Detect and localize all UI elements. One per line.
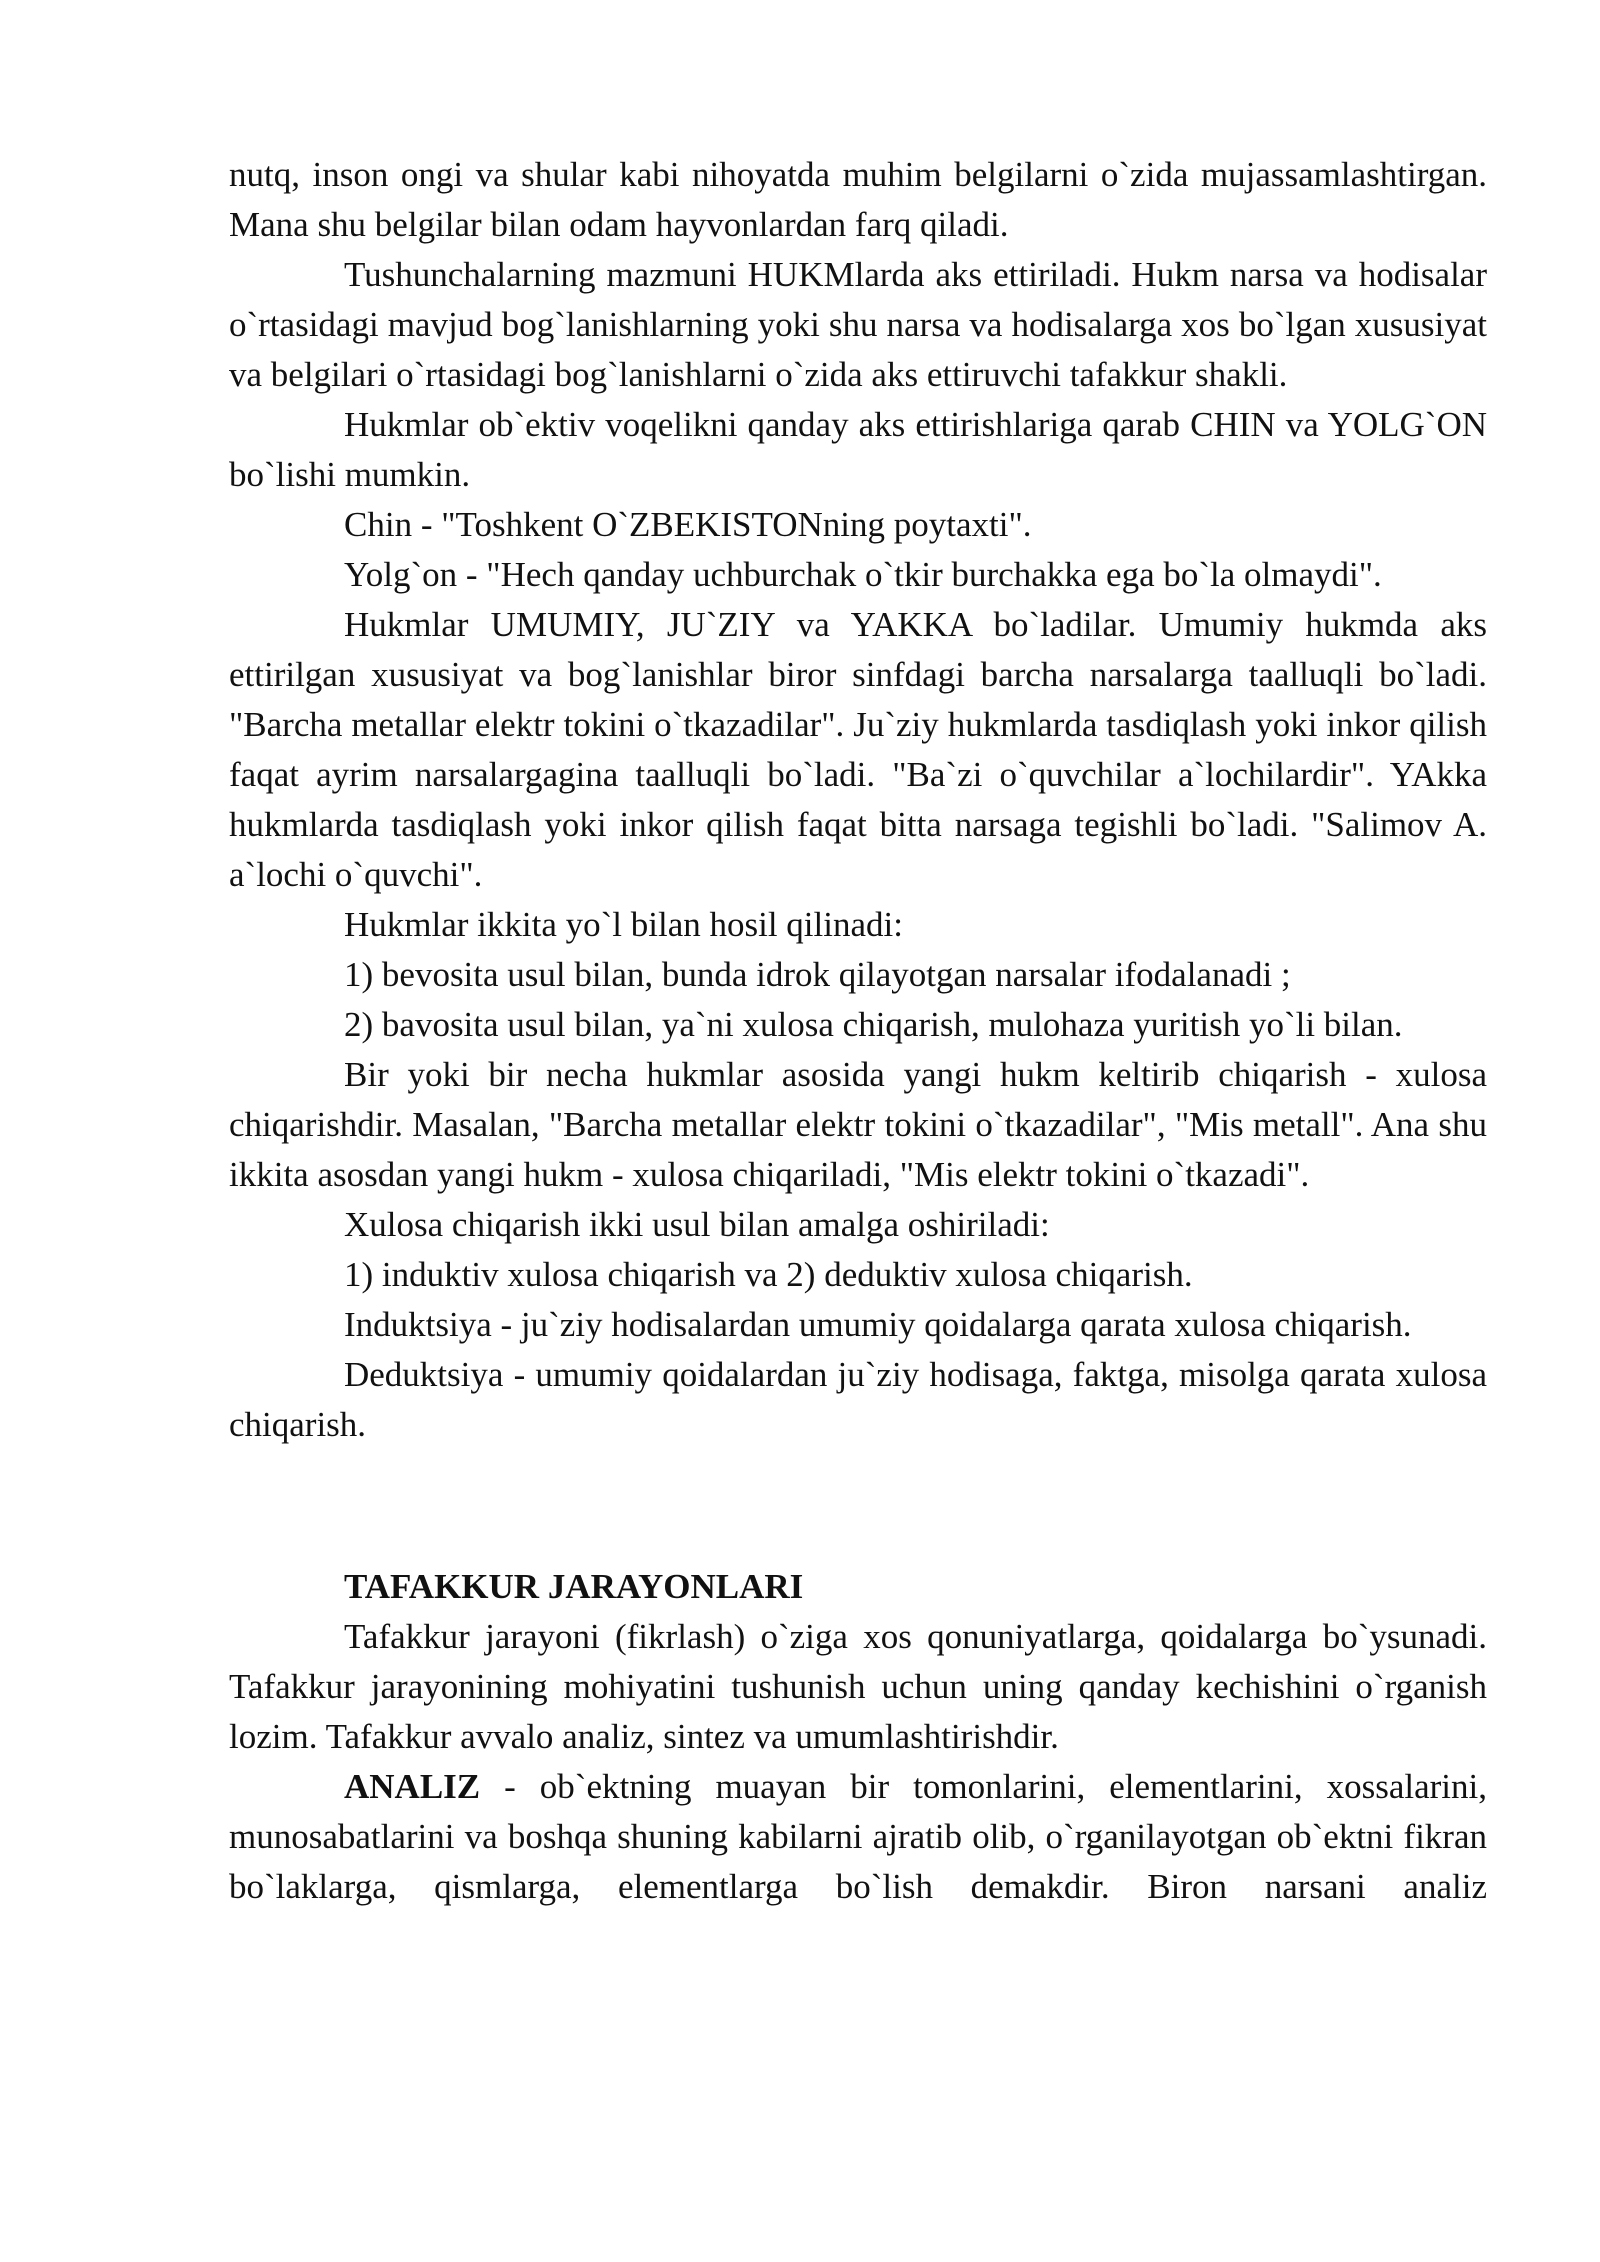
paragraph: nutq, inson ongi va shular kabi nihoyatda muhim belgilarni o`zida mujassamlashtirgan. Mana shu belgilar bilan odam hayvonlardan farq qiladi.: [229, 155, 1487, 244]
paragraph: 2) bavosita usul bilan, ya`ni xulosa chiqarish, mulohaza yuritish yo`li bilan.: [344, 1005, 1403, 1044]
section-heading: TAFAKKUR JARAYONLARI: [344, 1567, 804, 1606]
body-text-block: [229, 150, 1487, 1450]
paragraph: 1) bevosita usul bilan, bunda idrok qilayotgan narsalar ifodalanadi ;: [344, 955, 1291, 994]
section-paragraph: Tafakkur jarayoni (fikrlash) o`ziga xos qonuniyatlarga, qoidalarga bo`ysunadi. Tafakkur jarayonining mohiyatini tushunish uchun uning qanday kechishini o`rganish lozim. Tafakkur avvalo analiz, sintez va umumlashtirishdir.: [229, 1617, 1487, 1756]
document-page: [229, 150, 1487, 1912]
section-spacer: [229, 1450, 1487, 1562]
paragraph: Hukmlar ikkita yo`l bilan hosil qilinadi:: [344, 905, 903, 944]
paragraph: Xulosa chiqarish ikki usul bilan amalga oshiriladi:: [344, 1205, 1050, 1244]
paragraph: Deduktsiya - umumiy qoidalardan ju`ziy hodisaga, faktga, misolga qarata xulosa chiqarish.: [229, 1355, 1487, 1444]
paragraph: Bir yoki bir necha hukmlar asosida yangi hukm keltirib chiqarish - xulosa chiqarishdir. Masalan, "Barcha metallar elektr tokini o`tkazadilar", "Mis metall". Ana shu ikkita asosdan yangi hukm - xulosa chiqariladi, "Mis elektr tokini o`tkazadi".: [229, 1055, 1487, 1194]
paragraph: Hukmlar UMUMIY, JU`ZIY va YAKKA bo`ladilar. Umumiy hukmda aks ettirilgan xususiyat va bog`lanishlar biror sinfdagi barcha narsalarga taalluqli bo`ladi. "Barcha metallar elektr tokini o`tkazadilar". Ju`ziy hukmlarda tasdiqlash yoki inkor qilish faqat ayrim narsalargagina taalluqli bo`ladi. "Ba`zi o`quvchilar a`lochilardir". YAkka hukmlarda tasdiqlash yoki inkor qilish faqat bitta narsaga tegishli bo`ladi. "Salimov A. a`lochi o`quvchi".: [229, 605, 1487, 894]
paragraph: 1) induktiv xulosa chiqarish va 2) deduktiv xulosa chiqarish.: [344, 1255, 1193, 1294]
paragraph: Induktsiya - ju`ziy hodisalardan umumiy qoidalarga qarata xulosa chiqarish.: [344, 1305, 1412, 1344]
analiz-paragraph: [229, 1762, 1487, 1912]
section-text-block: [229, 1612, 1487, 1762]
analiz-term: ANALIZ: [344, 1767, 481, 1806]
paragraph: Yolg`on - "Hech qanday uchburchak o`tkir burchakka ega bo`la olmaydi".: [344, 555, 1382, 594]
analiz-text: - ob`ektning muayan bir tomonlarini, elementlarini, xossalarini, munosabatlarini va boshqa shuning kabilarni ajratib olib, o`rganilayotgan ob`ektni fikran bo`laklarga, qismlarga, elementlarga bo`lish demakdir. Biron narsani analiz: [229, 1767, 1487, 1906]
paragraph: Chin - "Toshkent O`ZBEKISTONning poytaxti".: [344, 505, 1032, 544]
paragraph: Hukmlar ob`ektiv voqelikni qanday aks ettirishlariga qarab CHIN va YOLG`ON bo`lishi mumkin.: [229, 405, 1487, 494]
paragraph: Tushunchalarning mazmuni HUKMlarda aks ettiriladi. Hukm narsa va hodisalar o`rtasidagi mavjud bog`lanishlarning yoki shu narsa va hodisalarga xos bo`lgan xususiyat va belgilari o`rtasidagi bog`lanishlarni o`zida aks ettiruvchi tafakkur shakli.: [229, 255, 1487, 394]
